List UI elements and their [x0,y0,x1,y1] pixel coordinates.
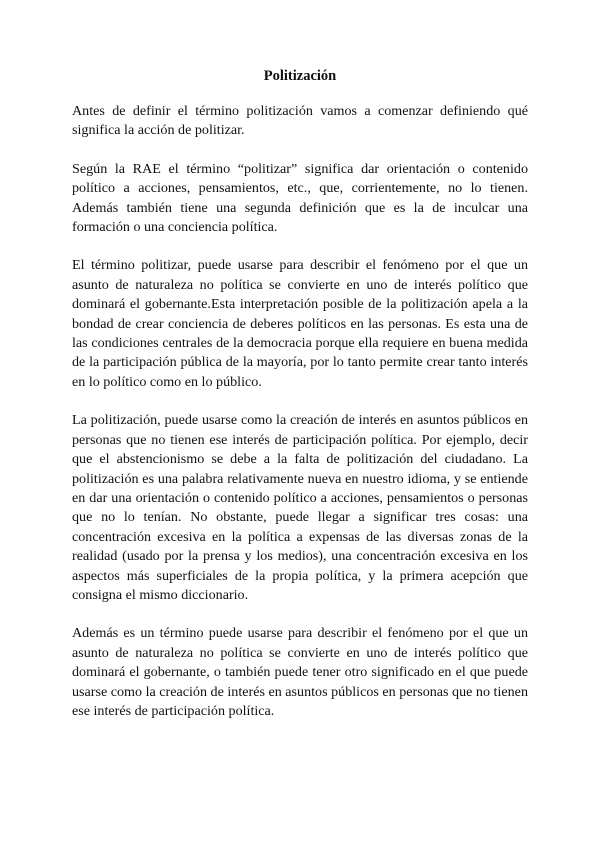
document-page [72,66,528,740]
paragraph-intro: Antes de definir el término politización vamos a comenzar definiendo qué significa la acción de politizar. [72,103,528,139]
document-title: Politización [263,68,337,84]
paragraph-rae-definition: Según la RAE el término “politizar” significa dar orientación o contenido político a acciones, pensamientos, etc., que, corrientemente, no lo tienen. Además también tiene una segunda definición que es la de inculcar una formación o una conciencia política. [72,160,528,236]
paragraph-conclusion: Además es un término puede usarse para describir el fenómeno por el que un asunto de naturaleza no política se convierte en uno de interés político que dominará el gobernante, o también puede tener otro significado en el que puede usarse como la creación de interés en asuntos públicos en personas que no tienen ese interés de participación política. [72,625,528,719]
paragraph-politizar-usage: El término politizar, puede usarse para describir el fenómeno por el que un asunto de naturaleza no política se convierte en uno de interés político que dominará el gobernante.Esta interpretación posible de la politización apela a la bondad de crear conciencia de deberes políticos en las personas. Es esta una de las condiciones centrales de la democracia porque ella requiere en buena medida de la participación pública de la mayoría, por lo tanto permite crear tanto interés en lo político como en lo público. [72,257,528,390]
paragraph-politizacion-meaning: La politización, puede usarse como la creación de interés en asuntos públicos en personas que no tienen ese interés de participación política. Por ejemplo, decir que el abstencionismo se debe a la falta de politización del ciudadano. La politización es una palabra relativamente nueva en nuestro idioma, y se entiende en dar una orientación o contenido político a acciones, pensamientos o personas que no lo tenían. No obstante, puede llegar a significar tres cosas: una concentración excesiva en la política a expensas de las diversas zonas de la realidad (usado por la prensa y los medios), una concentración excesiva en los aspectos más superficiales de la propia política, y la primera acepción que consigna el mismo diccionario. [72,412,528,603]
